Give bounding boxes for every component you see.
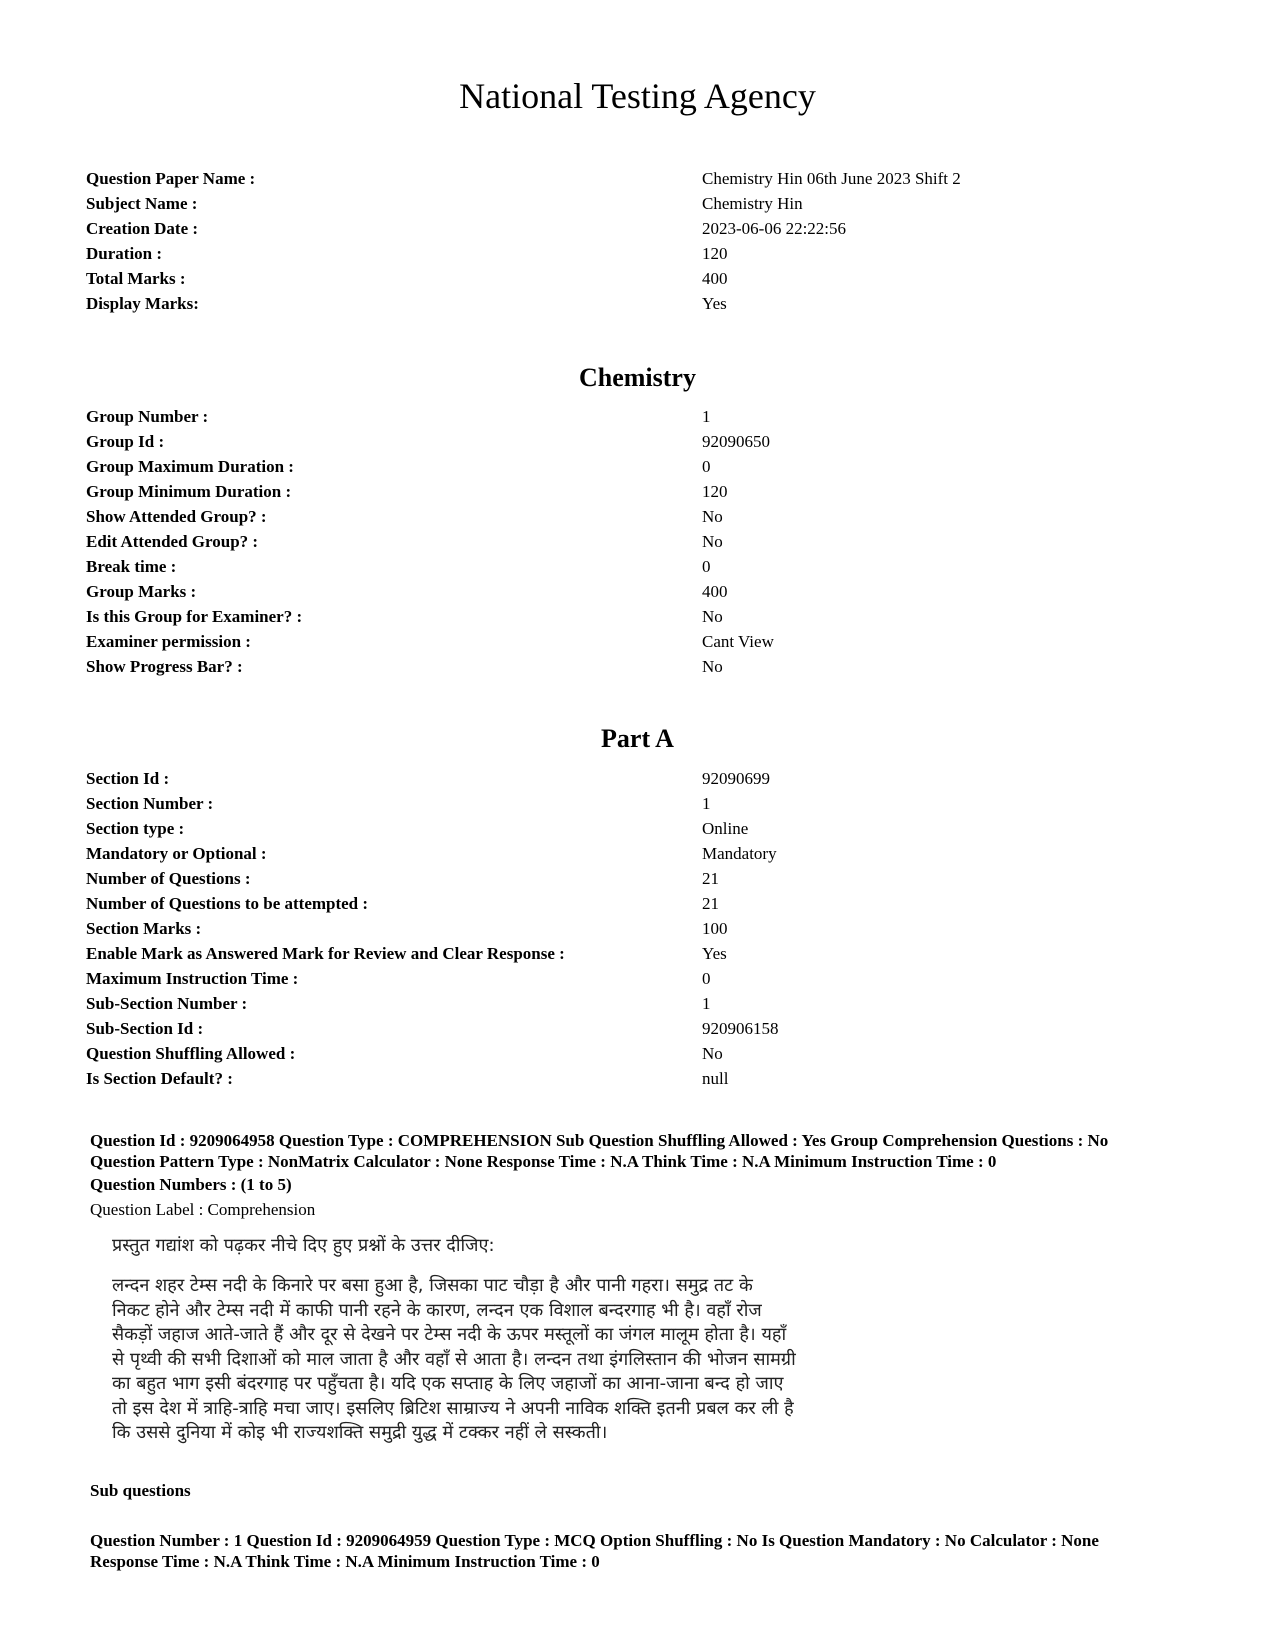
section-info-row <box>86 1041 1186 1066</box>
sub-question-meta: Question Number : 1 Question Id : 9209064959 Question Type : MCQ Option Shuffling : No Is Question Mandatory : No Calculator : None <box>90 1531 1099 1550</box>
field-label: Question Shuffling Allowed : <box>86 1044 296 1063</box>
group-info-row <box>86 454 1186 479</box>
field-label: Group Marks : <box>86 582 197 601</box>
field-value: Yes <box>702 294 727 313</box>
paper-info-table <box>86 166 1186 316</box>
field-label: Group Minimum Duration : <box>86 482 292 501</box>
field-label: Mandatory or Optional : <box>86 844 267 863</box>
group-heading: Chemistry <box>579 363 696 392</box>
field-value: Cant View <box>702 632 774 651</box>
group-info-row <box>86 629 1186 654</box>
sub-question-1 <box>90 1530 1200 1572</box>
group-info-row <box>86 579 1186 604</box>
field-value: 1 <box>702 994 711 1013</box>
field-label: Section Marks : <box>86 919 202 938</box>
section-info-table <box>86 766 1186 1091</box>
section-info-row <box>86 1066 1186 1091</box>
field-value: Online <box>702 819 749 838</box>
field-value: 1 <box>702 407 711 426</box>
passage-line: का बहुत भाग इसी बंदरगाह पर पहुँचता है। यदि एक सप्ताह के लिए जहाजों का आना-जाना बन्द हो जाए <box>112 1373 784 1394</box>
group-info-row <box>86 604 1186 629</box>
field-value: No <box>702 657 723 676</box>
sub-questions-heading-block <box>90 1478 1200 1503</box>
field-label: Maximum Instruction Time : <box>86 969 299 988</box>
field-value: Mandatory <box>702 844 777 863</box>
passage-line: लन्दन शहर टेम्स नदी के किनारे पर बसा हुआ है, जिसका पाट चौड़ा है और पानी गहरा। समुद्र तट के <box>112 1275 753 1296</box>
field-value: Yes <box>702 944 727 963</box>
passage-line: सैकड़ों जहाज आते-जाते हैं और दूर से देखने पर टेम्स नदी के ऊपर मस्तूलों का जंगल मालूम होता है। यहाँ <box>112 1324 787 1345</box>
field-value: 21 <box>702 894 719 913</box>
field-value: No <box>702 532 723 551</box>
section-info-row <box>86 1016 1186 1041</box>
field-label: Section type : <box>86 819 185 838</box>
passage-line: कि उससे दुनिया में कोइ भी राज्यशक्ति समुद्री युद्ध में टक्कर नहीं ले सस्कती। <box>112 1422 608 1443</box>
field-value: 920906158 <box>702 1019 779 1038</box>
field-value: 92090699 <box>702 769 770 788</box>
section-info-row <box>86 916 1186 941</box>
group-info-row <box>86 554 1186 579</box>
field-label: Enable Mark as Answered Mark for Review and Clear Response : <box>86 944 565 963</box>
section-info-row <box>86 891 1186 916</box>
paper-info-row <box>86 241 1186 266</box>
field-label: Number of Questions to be attempted : <box>86 894 369 913</box>
section-info-row <box>86 816 1186 841</box>
field-label: Total Marks : <box>86 269 186 288</box>
field-label: Is Section Default? : <box>86 1069 233 1088</box>
field-label: Group Id : <box>86 432 165 451</box>
page-title: National Testing Agency <box>459 76 816 116</box>
field-label: Group Number : <box>86 407 209 426</box>
field-label: Examiner permission : <box>86 632 251 651</box>
field-value: No <box>702 1044 723 1063</box>
field-label: Group Maximum Duration : <box>86 457 294 476</box>
field-value: 400 <box>702 269 728 288</box>
question-meta: Question Pattern Type : NonMatrix Calculator : None Response Time : N.A Think Time : N.A Minimum Instruction Time : 0 <box>90 1152 997 1171</box>
field-value: 1 <box>702 794 711 813</box>
field-label: Creation Date : <box>86 219 199 238</box>
question-block <box>90 1130 1200 1222</box>
paper-info-row <box>86 166 1186 191</box>
paper-info-row <box>86 291 1186 316</box>
field-label: Is this Group for Examiner? : <box>86 607 303 626</box>
field-value: 0 <box>702 457 711 476</box>
section-info-row <box>86 966 1186 991</box>
field-value: 0 <box>702 969 711 988</box>
field-label: Subject Name : <box>86 194 198 213</box>
field-value: Chemistry Hin <box>702 194 803 213</box>
section-info-row <box>86 841 1186 866</box>
field-label: Question Paper Name : <box>86 169 256 188</box>
question-meta: Question Id : 9209064958 Question Type : COMPREHENSION Sub Question Shuffling Allowed : Yes Group Comprehension Questions : No <box>90 1131 1109 1150</box>
field-label: Show Progress Bar? : <box>86 657 243 676</box>
field-label: Sub-Section Id : <box>86 1019 204 1038</box>
field-label: Display Marks: <box>86 294 199 313</box>
field-label: Sub-Section Number : <box>86 994 248 1013</box>
field-value: 21 <box>702 869 719 888</box>
field-value: 100 <box>702 919 728 938</box>
section-info-row <box>86 791 1186 816</box>
paper-info-row <box>86 266 1186 291</box>
comprehension-passage <box>112 1232 872 1446</box>
group-info-row <box>86 654 1186 679</box>
paper-info-row <box>86 191 1186 216</box>
field-value: 0 <box>702 557 711 576</box>
section-heading: Part A <box>601 724 674 753</box>
field-value: 2023-06-06 22:22:56 <box>702 219 847 238</box>
field-value: 92090650 <box>702 432 770 451</box>
passage-line: निकट होने और टेम्स नदी में काफी पानी रहने के कारण, लन्दन एक विशाल बन्दरगाह भी है। वहाँ रोज <box>112 1299 762 1321</box>
group-info-row <box>86 429 1186 454</box>
group-info-row <box>86 504 1186 529</box>
sub-question-meta: Response Time : N.A Think Time : N.A Minimum Instruction Time : 0 <box>90 1552 600 1571</box>
passage-intro: प्रस्तुत गद्यांश को पढ़कर नीचे दिए हुए प्रश्नों के उत्तर दीजिए: <box>112 1235 495 1256</box>
field-label: Break time : <box>86 557 177 576</box>
field-label: Duration : <box>86 244 163 263</box>
question-numbers: Question Numbers : (1 to 5) <box>90 1175 292 1194</box>
passage-line: तो इस देश में त्राहि-त्राहि मचा जाए। इसलिए ब्रिटिश साम्राज्य ने अपनी नाविक शक्ति इतनी प्रबल कर ली है <box>112 1397 794 1419</box>
field-value: 120 <box>702 482 728 501</box>
paper-info-row <box>86 216 1186 241</box>
section-info-row <box>86 766 1186 791</box>
field-value: null <box>702 1069 729 1088</box>
passage-line: से पृथ्वी की सभी दिशाओं को माल जाता है और वहाँ से आता है। लन्दन तथा इंगलिस्तान की भोजन सामग्री <box>112 1348 796 1370</box>
section-info-row <box>86 941 1186 966</box>
field-label: Edit Attended Group? : <box>86 532 259 551</box>
section-info-row <box>86 866 1186 891</box>
group-info-row <box>86 529 1186 554</box>
section-info-row <box>86 991 1186 1016</box>
field-value: 120 <box>702 244 728 263</box>
group-info-row <box>86 404 1186 429</box>
field-label: Section Number : <box>86 794 214 813</box>
field-label: Section Id : <box>86 769 170 788</box>
field-label: Number of Questions : <box>86 869 251 888</box>
field-value: Chemistry Hin 06th June 2023 Shift 2 <box>702 169 961 188</box>
group-info-table <box>86 404 1186 679</box>
field-label: Show Attended Group? : <box>86 507 267 526</box>
group-info-row <box>86 479 1186 504</box>
question-label: Question Label : Comprehension <box>90 1200 316 1219</box>
sub-questions-heading: Sub questions <box>90 1481 191 1500</box>
field-value: No <box>702 507 723 526</box>
field-value: 400 <box>702 582 728 601</box>
field-value: No <box>702 607 723 626</box>
